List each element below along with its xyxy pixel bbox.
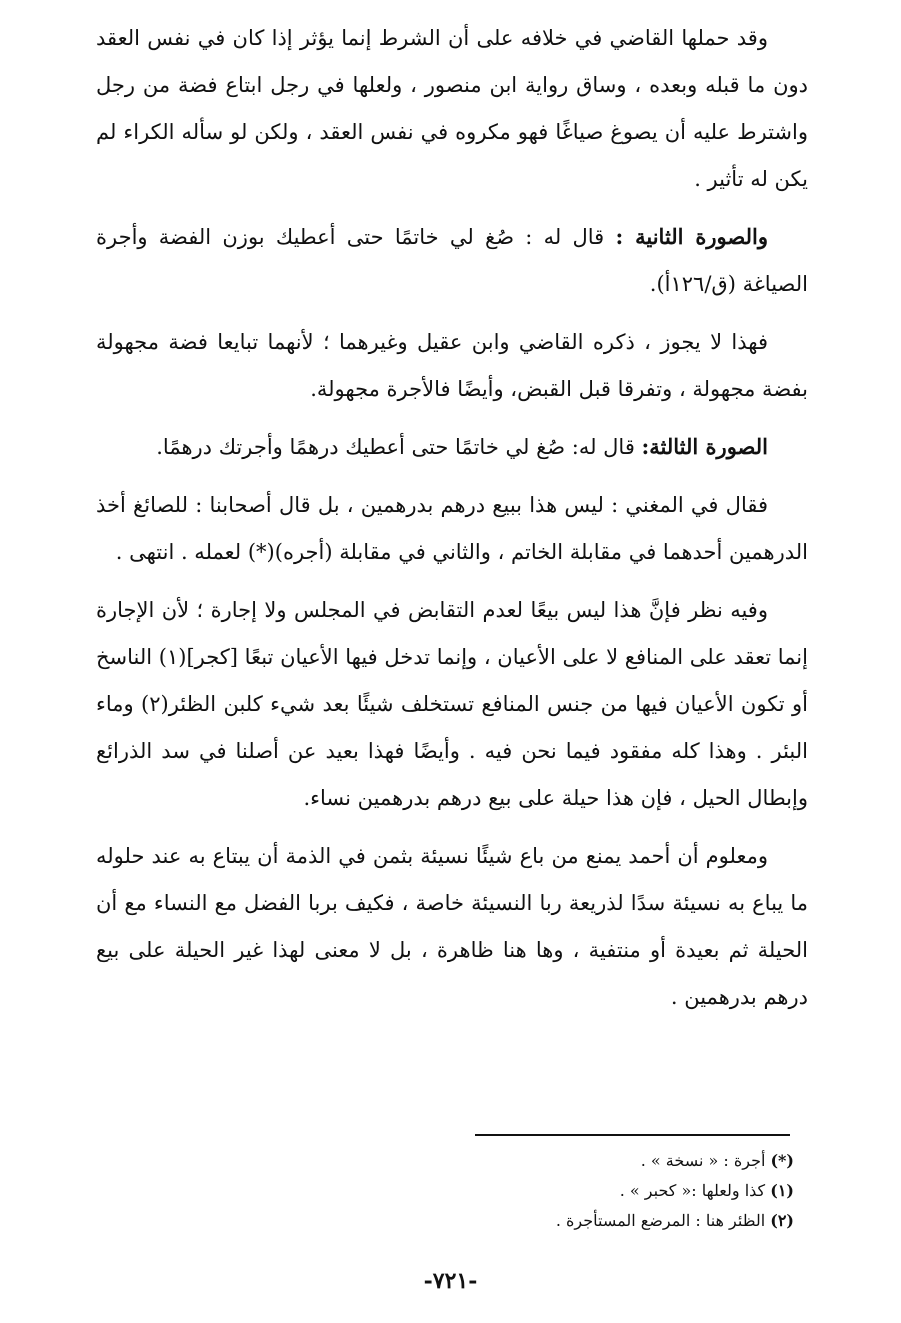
paragraph-4 <box>96 423 808 471</box>
footnote-star-key: (*) <box>770 1151 794 1170</box>
paragraph-4-lead: الصورة الثالثة: <box>641 434 768 459</box>
footnote-1-text: كذا ولعلها :« كحبر » . <box>619 1181 771 1200</box>
paragraph-1 <box>96 14 808 203</box>
paragraph-2-text: قال له : صُغ لي خاتمًا حتى أعطيك بوزن الفضة وأجرة الصياغة (ق/١٢٦أ). <box>96 225 808 296</box>
paragraph-2 <box>96 213 808 308</box>
paragraph-5 <box>96 481 808 576</box>
paragraph-3-text: فهذا لا يجوز ، ذكره القاضي وابن عقيل وغيرهما ؛ لأنهما تبايعا فضة مجهولة بفضة مجهولة ، وتفرقا قبل القبض، وأيضًا فالأجرة مجهولة. <box>96 330 808 401</box>
paragraph-3 <box>96 318 808 413</box>
document-body <box>96 14 808 1031</box>
footnote-2 <box>96 1206 808 1236</box>
footnote-star <box>96 1146 808 1176</box>
page-number: -٧٢١- <box>423 1268 478 1294</box>
footnote-star-text: أجرة : « نسخة » . <box>640 1151 771 1170</box>
paragraph-2-lead: والصورة الثانية : <box>615 224 768 249</box>
paragraph-5-text: فقال في المغني : ليس هذا ببيع درهم بدرهمين ، بل قال أصحابنا : للصائغ أخذ الدرهمين أحدهما في مقابلة الخاتم ، والثاني في مقابلة (أجره)(*) لعمله . انتهى . <box>96 493 808 564</box>
paragraph-7-text: ومعلوم أن أحمد يمنع من باع شيئًا نسيئة بثمن في الذمة أن يبتاع به عند حلوله ما يباع به نسيئة سدًا لذريعة ربا النسيئة خاصة ، فكيف بربا الفضل مع النساء مع أن الحيلة ثم بعيدة أو منتفية ، وها هنا ظاهرة ، بل لا معنى لهذا غير الحيلة على بيع درهم بدرهمين . <box>96 844 808 1009</box>
paragraph-1-text: وقد حملها القاضي في خلافه على أن الشرط إنما يؤثر إذا كان في نفس العقد دون ما قبله وبعده ، وساق رواية ابن منصور ، ولعلها في رجل ابتاع فضة من رجل واشترط عليه أن يصوغ صياغًا فهو مكروه في نفس العقد ، ولكن لو سأله الكراء لم يكن له تأثير . <box>96 26 808 191</box>
paragraph-6 <box>96 586 808 822</box>
footnote-1 <box>96 1176 808 1206</box>
paragraph-4-text: قال له: صُغ لي خاتمًا حتى أعطيك درهمًا وأجرتك درهمًا. <box>156 435 642 459</box>
footnote-1-key: (١) <box>770 1181 794 1200</box>
paragraph-7 <box>96 832 808 1021</box>
footnote-divider <box>475 1134 790 1136</box>
footnote-2-key: (٢) <box>770 1211 794 1230</box>
footnotes <box>96 1146 808 1236</box>
footnote-2-text: الظئر هنا : المرضع المستأجرة . <box>555 1211 771 1230</box>
paragraph-6-text: وفيه نظر فإنَّ هذا ليس بيعًا لعدم التقابض في المجلس ولا إجارة ؛ لأن الإجارة إنما تعقد على المنافع لا على الأعيان ، وإنما تدخل فيها الأعيان تبعًا [كجر](١) الناسخ أو تكون الأعيان فيها من جنس المنافع تستخلف شيئًا بعد شيء كلبن الظئر(٢) وماء البئر . وهذا كله مفقود فيما نحن فيه . وأيضًا فهذا بعيد عن أصلنا في سد الذرائع وإبطال الحيل ، فإن هذا حيلة على بيع درهم بدرهمين نساء. <box>96 598 808 810</box>
